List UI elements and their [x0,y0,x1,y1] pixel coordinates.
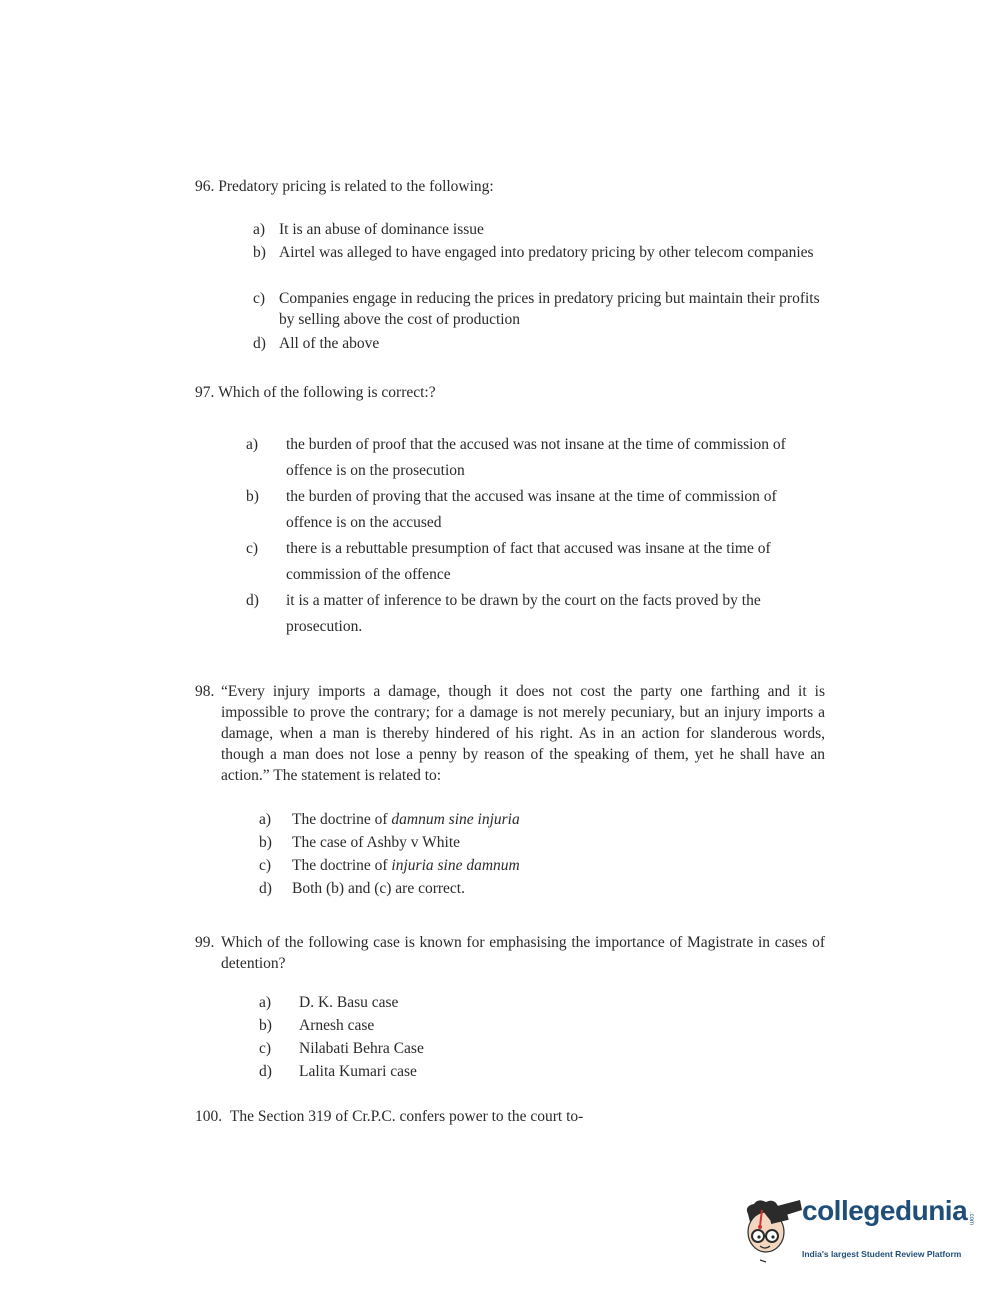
option-label: a) [253,221,266,238]
question-number: 100. [195,1108,223,1125]
option-text: It is an abuse of dominance issue [279,221,484,238]
question-number: 96. [195,178,215,195]
brand-domain-suffix: .com [968,1212,974,1226]
option-99-b [259,1015,659,1036]
option-label: b) [246,488,259,505]
option-97-c [246,536,826,588]
question-97 [195,382,825,403]
option-text: Both (b) and (c) are correct. [292,880,465,897]
graduate-mascot-icon [740,1196,802,1266]
option-label: a) [259,811,272,828]
option-96-a [253,219,825,240]
question-number: 99. [195,934,215,951]
option-97-a [246,432,826,484]
option-label: b) [259,834,272,851]
option-text: Lalita Kumari case [299,1063,417,1080]
option-label: b) [259,1017,272,1034]
question-text: Which of the following case is known for emphasising the importance of Magistrate in cases of detention? [221,934,825,972]
option-label: c) [253,290,266,307]
question-98 [195,681,825,786]
option-label: d) [246,592,259,609]
option-96-b [253,242,825,263]
option-label: a) [259,994,272,1011]
doctrine-name: injuria sine damnum [391,857,520,874]
brand-tagline: India's largest Student Review Platform [802,1249,962,1259]
option-text: Airtel was alleged to have engaged into predatory pricing by other telecom companies [279,244,814,261]
question-number: 97. [195,384,215,401]
option-label: c) [246,540,259,557]
option-98-b [259,832,659,853]
option-99-c [259,1038,659,1059]
question-96 [195,176,825,197]
option-text: Nilabati Behra Case [299,1040,424,1057]
option-text: The doctrine of injuria sine damnum [292,857,520,874]
collegedunia-logo[interactable] [740,1195,974,1266]
option-99-a [259,992,659,1013]
option-label: d) [253,335,266,352]
question-100 [195,1106,825,1127]
option-text: The case of Ashby v White [292,834,461,851]
option-99-d [259,1061,659,1082]
option-96-c [253,288,825,330]
option-98-a [259,809,659,830]
question-99 [195,932,825,974]
option-label: c) [259,857,272,874]
option-label: d) [259,1063,272,1080]
option-label: c) [259,1040,272,1057]
option-label: b) [253,244,266,261]
option-97-b [246,484,826,536]
question-text: Predatory pricing is related to the following: [218,178,494,195]
option-text: Arnesh case [299,1017,375,1034]
option-text: D. K. Basu case [299,994,399,1011]
option-text: the burden of proof that the accused was not insane at the time of commission of offence is on the prosecution [286,436,786,479]
question-text: Which of the following is correct:? [218,384,436,401]
question-text: “Every injury imports a damage, though it does not cost the party one farthing and it is impossible to prove the contrary; for a damage is not merely pecuniary, but an injury imports a damage, when a man is thereby hindered of his right. As in an action for slanderous words, though a man does not lose a penny by reason of the speaking of them, yet he shall have an action.” The statement is related to: [221,683,825,784]
option-text: Companies engage in reducing the prices in predatory pricing but maintain their profits by selling above the cost of production [279,290,820,328]
option-text: The doctrine of damnum sine injuria [292,811,520,828]
option-98-c [259,855,659,876]
option-text: All of the above [279,335,380,352]
question-number: 98. [195,683,215,700]
doctrine-name: damnum sine injuria [391,811,520,828]
option-98-d [259,878,659,899]
option-text: the burden of proving that the accused was insane at the time of commission of offence is on the accused [286,488,777,531]
question-text: The Section 319 of Cr.P.C. confers power to the court to- [229,1108,584,1125]
option-96-d [253,333,825,354]
option-text: it is a matter of inference to be drawn by the court on the facts proved by the prosecution. [286,592,761,635]
option-text: there is a rebuttable presumption of fact that accused was insane at the time of commission of the offence [286,540,771,583]
option-label: d) [259,880,272,897]
option-label: a) [246,436,259,453]
brand-name: collegedunia [802,1195,968,1226]
option-97-d [246,588,826,640]
